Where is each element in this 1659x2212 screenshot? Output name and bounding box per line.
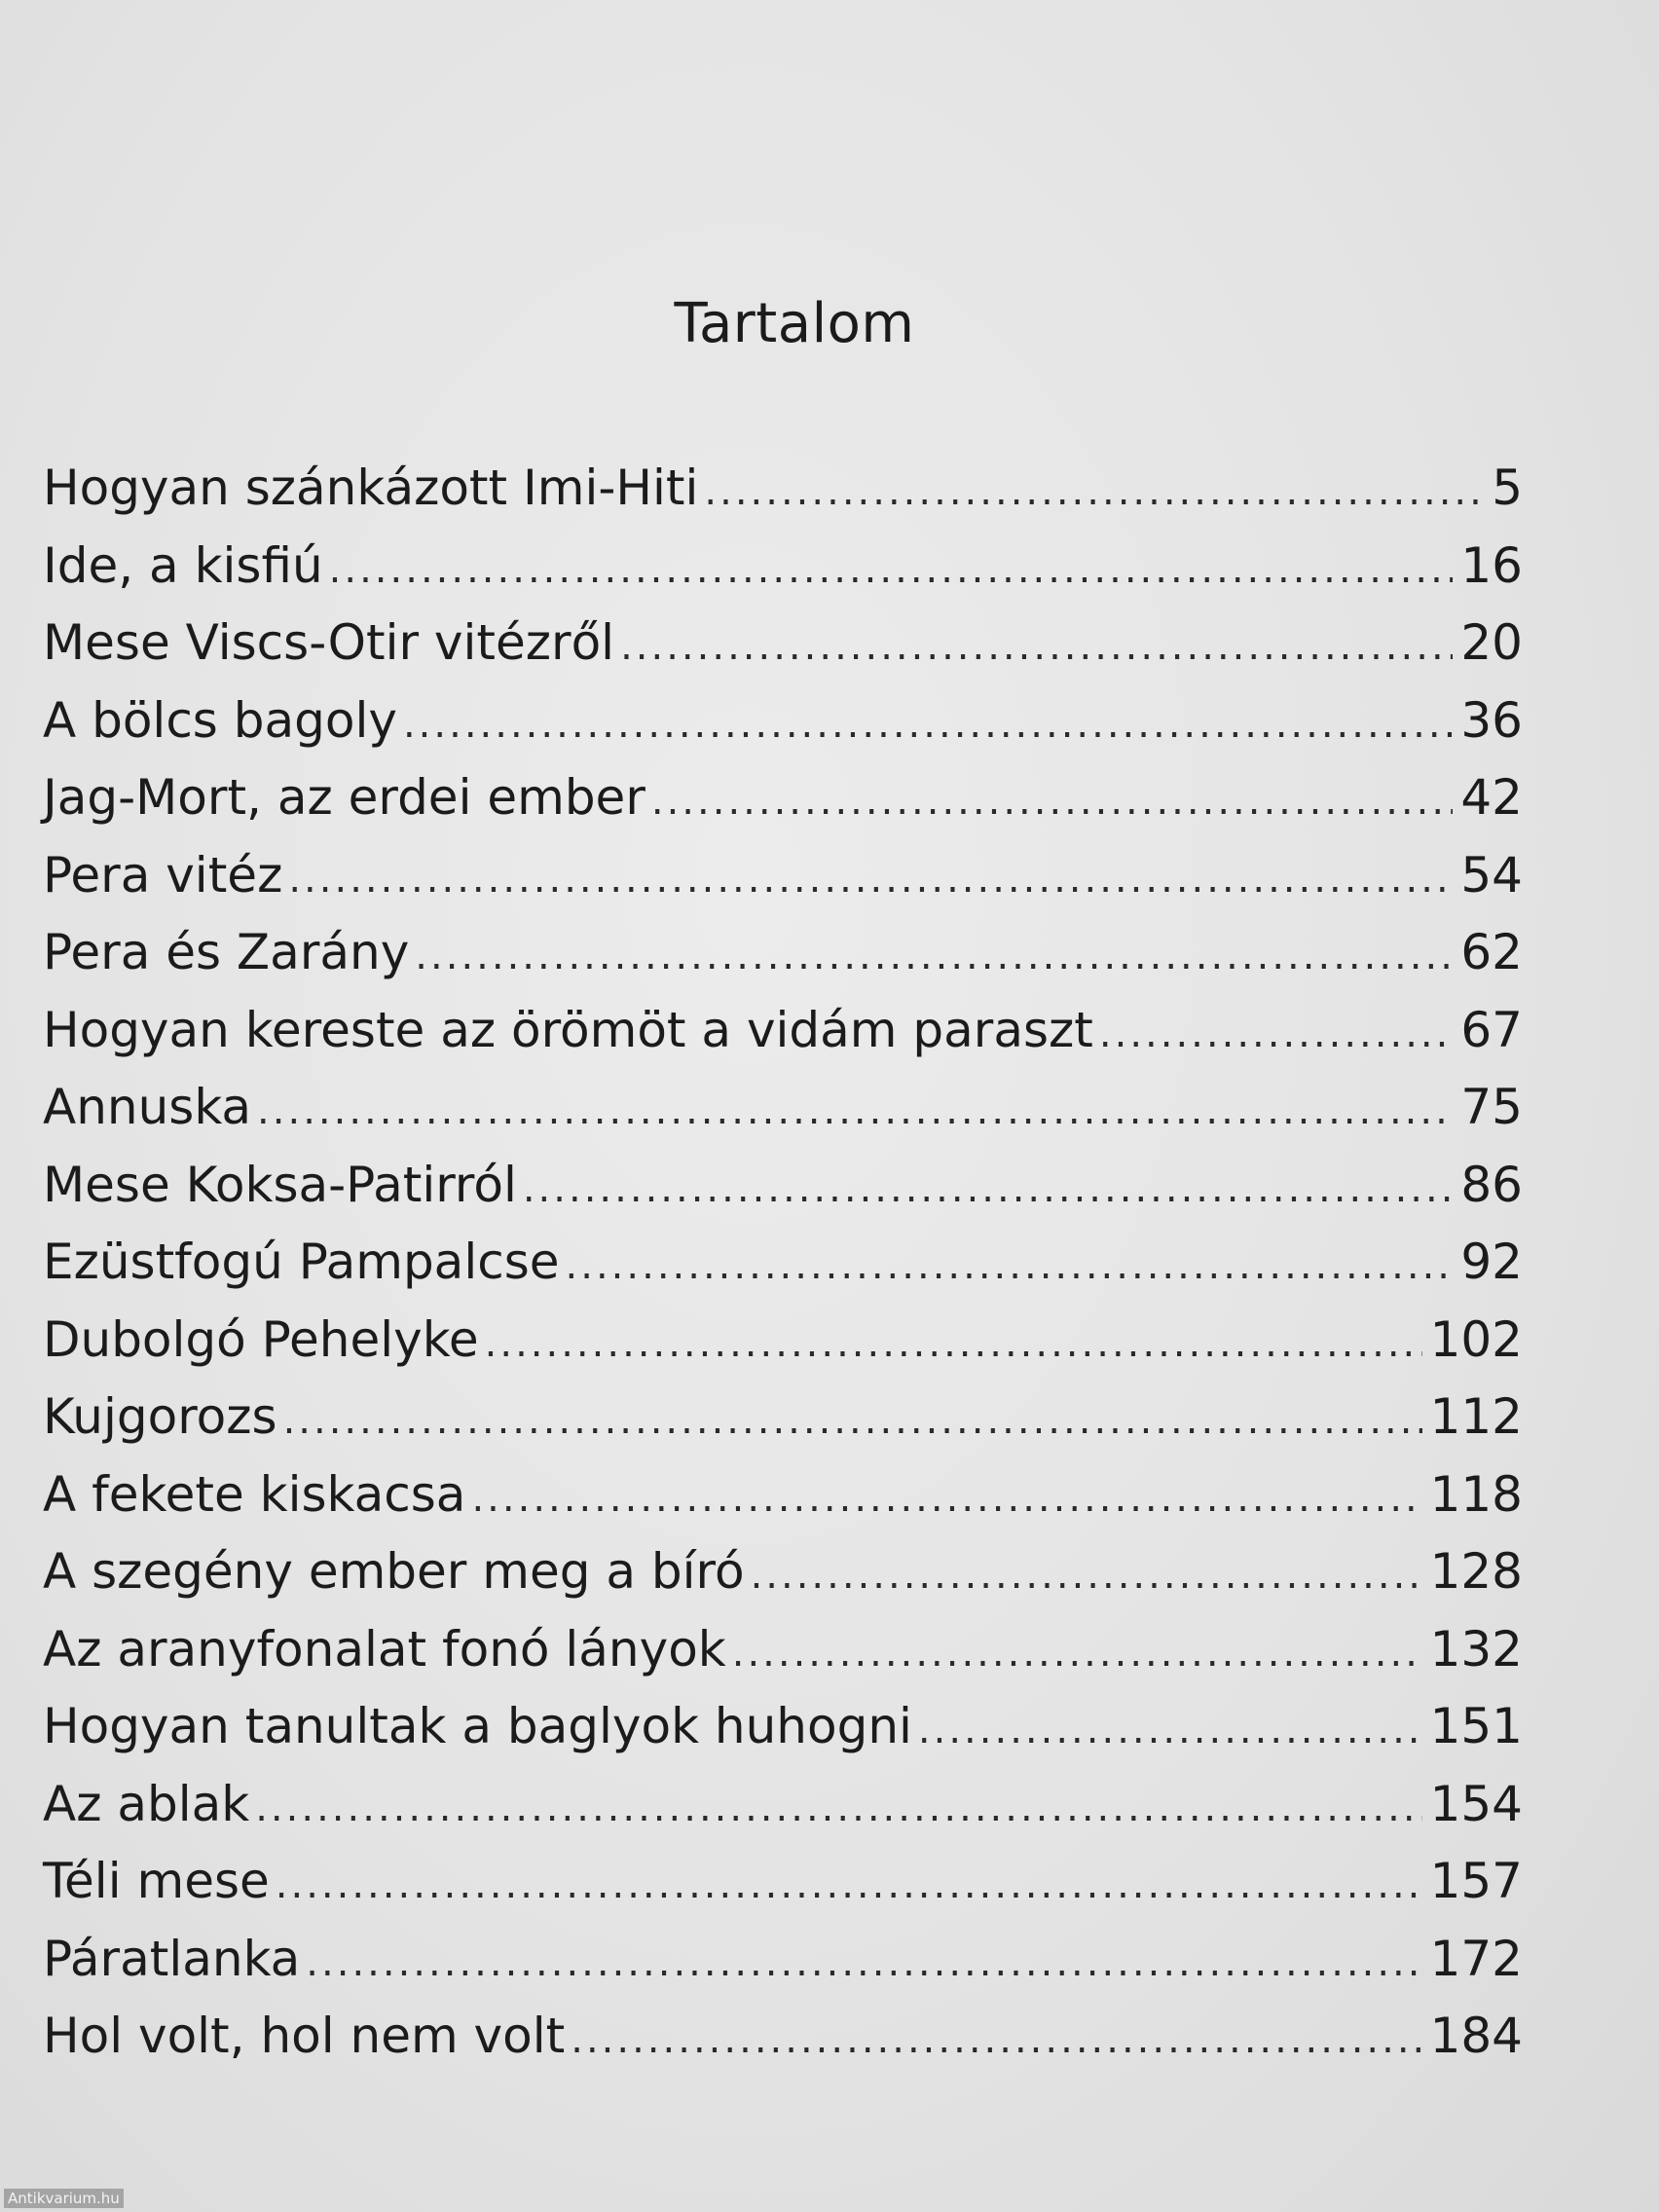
dot-leader <box>751 1537 1422 1615</box>
dot-leader <box>523 1151 1454 1229</box>
toc-entry <box>43 605 1523 682</box>
toc-entry-title: Hogyan kereste az örömöt a vidám paraszt <box>43 1001 1093 1058</box>
toc-entry <box>43 992 1523 1070</box>
toc-entry-page: 20 <box>1460 614 1523 671</box>
toc-entry-title: Mese Koksa-Patirról <box>43 1156 517 1213</box>
toc-entry-page: 184 <box>1429 2008 1523 2064</box>
dot-leader <box>257 1073 1453 1151</box>
toc-entry <box>43 1921 1523 1999</box>
toc-entry-title: Hogyan tanultak a baglyok huhogni <box>43 1698 912 1754</box>
dot-leader <box>918 1692 1422 1770</box>
toc-entry-page: 132 <box>1429 1620 1523 1677</box>
toc-entry-title: A bölcs bagoly <box>43 691 397 749</box>
toc-entry <box>43 450 1523 528</box>
toc-entry-page: 154 <box>1429 1775 1523 1832</box>
toc-entry-title: Ide, a kisfiú <box>43 536 323 594</box>
page-title: Tartalom <box>674 292 915 355</box>
toc-entry-page: 157 <box>1429 1853 1523 1909</box>
toc-entry-page: 42 <box>1460 769 1523 826</box>
dot-leader <box>571 2002 1421 2080</box>
toc-entry-title: A szegény ember meg a bíró <box>43 1543 745 1600</box>
toc-entry <box>43 1611 1523 1689</box>
toc-entry-page: 75 <box>1460 1079 1523 1135</box>
toc-entry <box>43 1224 1523 1302</box>
toc-entry <box>43 1069 1523 1147</box>
toc-entry-page: 62 <box>1460 924 1523 980</box>
toc-entry-title: Pera és Zarány <box>43 924 410 980</box>
dot-leader <box>283 1382 1422 1460</box>
toc-entry-title: Pera vitéz <box>43 846 283 903</box>
toc-entry-title: Kujgorozs <box>43 1388 277 1445</box>
toc-entry <box>43 1456 1523 1534</box>
toc-entry-page: 16 <box>1460 536 1523 594</box>
toc-entry-page: 92 <box>1460 1234 1523 1290</box>
toc-entry-title: Hogyan szánkázott Imi-Hiti <box>43 460 699 516</box>
toc-entry-title: Az ablak <box>43 1775 250 1832</box>
toc-entry-page: 36 <box>1460 691 1523 749</box>
toc-entry <box>43 1766 1523 1844</box>
dot-leader <box>306 1925 1421 2003</box>
toc-entry-title: Dubolgó Pehelyke <box>43 1310 479 1368</box>
toc-entry <box>43 1147 1523 1225</box>
dot-leader <box>620 608 1453 686</box>
dot-leader <box>471 1460 1421 1538</box>
toc-entry-page: 86 <box>1460 1156 1523 1213</box>
dot-leader <box>255 1770 1421 1848</box>
toc-entry-page: 5 <box>1492 460 1523 516</box>
toc-entry-page: 172 <box>1429 1930 1523 1987</box>
toc-entry-page: 54 <box>1460 846 1523 903</box>
toc-entry-page: 151 <box>1429 1698 1523 1754</box>
toc-entry <box>43 682 1523 760</box>
watermark: Antikvarium.hu <box>4 2189 124 2208</box>
toc-entry-page: 112 <box>1429 1388 1523 1445</box>
toc-entry <box>43 1843 1523 1921</box>
toc-entry <box>43 759 1523 837</box>
dot-leader <box>276 1847 1422 1925</box>
dot-leader <box>651 763 1454 841</box>
dot-leader <box>415 918 1453 996</box>
table-of-contents <box>43 450 1523 2076</box>
toc-entry <box>43 1379 1523 1456</box>
toc-entry <box>43 1998 1523 2076</box>
toc-entry <box>43 1533 1523 1611</box>
toc-entry <box>43 1302 1523 1380</box>
dot-leader <box>732 1615 1422 1693</box>
toc-entry-title: Az aranyfonalat fonó lányok <box>43 1620 726 1677</box>
dot-leader <box>485 1306 1422 1383</box>
toc-entry-page: 128 <box>1429 1543 1523 1600</box>
dot-leader <box>288 841 1453 919</box>
toc-entry-title: Téli mese <box>43 1853 270 1909</box>
toc-entry-page: 67 <box>1460 1001 1523 1058</box>
dot-leader <box>1099 996 1453 1074</box>
toc-entry-title: Ezüstfogú Pampalcse <box>43 1234 560 1290</box>
dot-leader <box>704 454 1484 532</box>
toc-entry <box>43 837 1523 915</box>
toc-entry-title: Jag-Mort, az erdei ember <box>43 769 645 826</box>
toc-entry-title: Hol volt, hol nem volt <box>43 2008 566 2064</box>
toc-entry-title: A fekete kiskacsa <box>43 1465 466 1523</box>
toc-entry-page: 118 <box>1429 1465 1523 1523</box>
toc-entry-title: Mese Viscs-Otir vitézről <box>43 614 615 671</box>
toc-entry <box>43 528 1523 606</box>
toc-entry <box>43 1688 1523 1766</box>
dot-leader <box>403 686 1453 764</box>
dot-leader <box>329 532 1454 609</box>
toc-entry-title: Páratlanka <box>43 1930 301 1987</box>
toc-entry-page: 102 <box>1429 1310 1523 1368</box>
toc-entry-title: Annuska <box>43 1079 252 1135</box>
toc-entry <box>43 914 1523 992</box>
dot-leader <box>566 1228 1454 1306</box>
